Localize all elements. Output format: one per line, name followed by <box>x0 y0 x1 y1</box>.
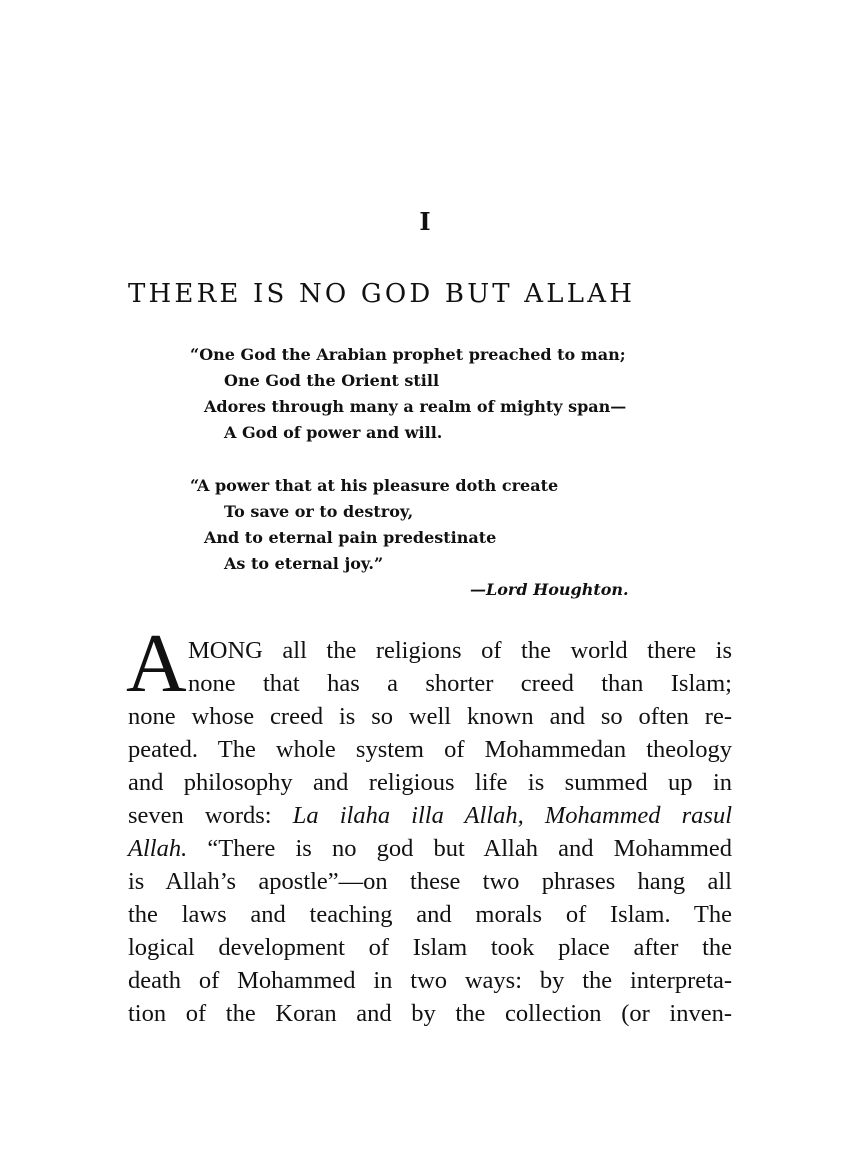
chapter-number: I <box>419 207 431 236</box>
body-line: and philosophy and religious life is summed up in <box>128 769 732 796</box>
creed-arabic: La ilaha illa Allah, Mohammed rasul <box>292 802 733 829</box>
body-text-segment: “There is no god but Allah and Mohammed <box>207 835 733 862</box>
body-line: MONG all the religions of the world there is <box>188 637 732 664</box>
body-line: peated. The whole system of Mohammedan theology <box>128 736 732 763</box>
body-line: logical development of Islam took place after the <box>128 934 732 961</box>
epigraph-line: And to eternal pain predestinate <box>204 528 497 547</box>
body-line <box>128 799 732 832</box>
epigraph-line: “A power that at his pleasure doth create <box>190 476 559 495</box>
body-line: none whose creed is so well known and so often re- <box>128 703 732 730</box>
body-line: tion of the Koran and by the collection (or inven- <box>128 1000 732 1027</box>
body-line <box>128 832 732 865</box>
body-text-segment: seven words: <box>128 802 272 829</box>
chapter-title: THERE IS NO GOD BUT ALLAH <box>128 279 636 309</box>
epigraph-line: As to eternal joy.” <box>224 554 384 573</box>
epigraph-attribution: —Lord Houghton. <box>470 580 629 599</box>
epigraph-line: Adores through many a realm of mighty span— <box>204 397 627 416</box>
body-line: the laws and teaching and morals of Islam. The <box>128 901 732 928</box>
body-line: none that has a shorter creed than Islam; <box>188 670 732 697</box>
drop-cap: A <box>126 617 187 710</box>
body-line: is Allah’s apostle”—on these two phrases hang all <box>128 868 732 895</box>
epigraph-line: A God of power and will. <box>224 423 443 442</box>
body-line: death of Mohammed in two ways: by the interpreta- <box>128 967 732 994</box>
epigraph-line: To save or to destroy, <box>224 502 414 521</box>
epigraph-line: “One God the Arabian prophet preached to man; <box>190 345 626 364</box>
creed-arabic-end: Allah. <box>128 835 188 862</box>
epigraph-line: One God the Orient still <box>224 371 440 390</box>
